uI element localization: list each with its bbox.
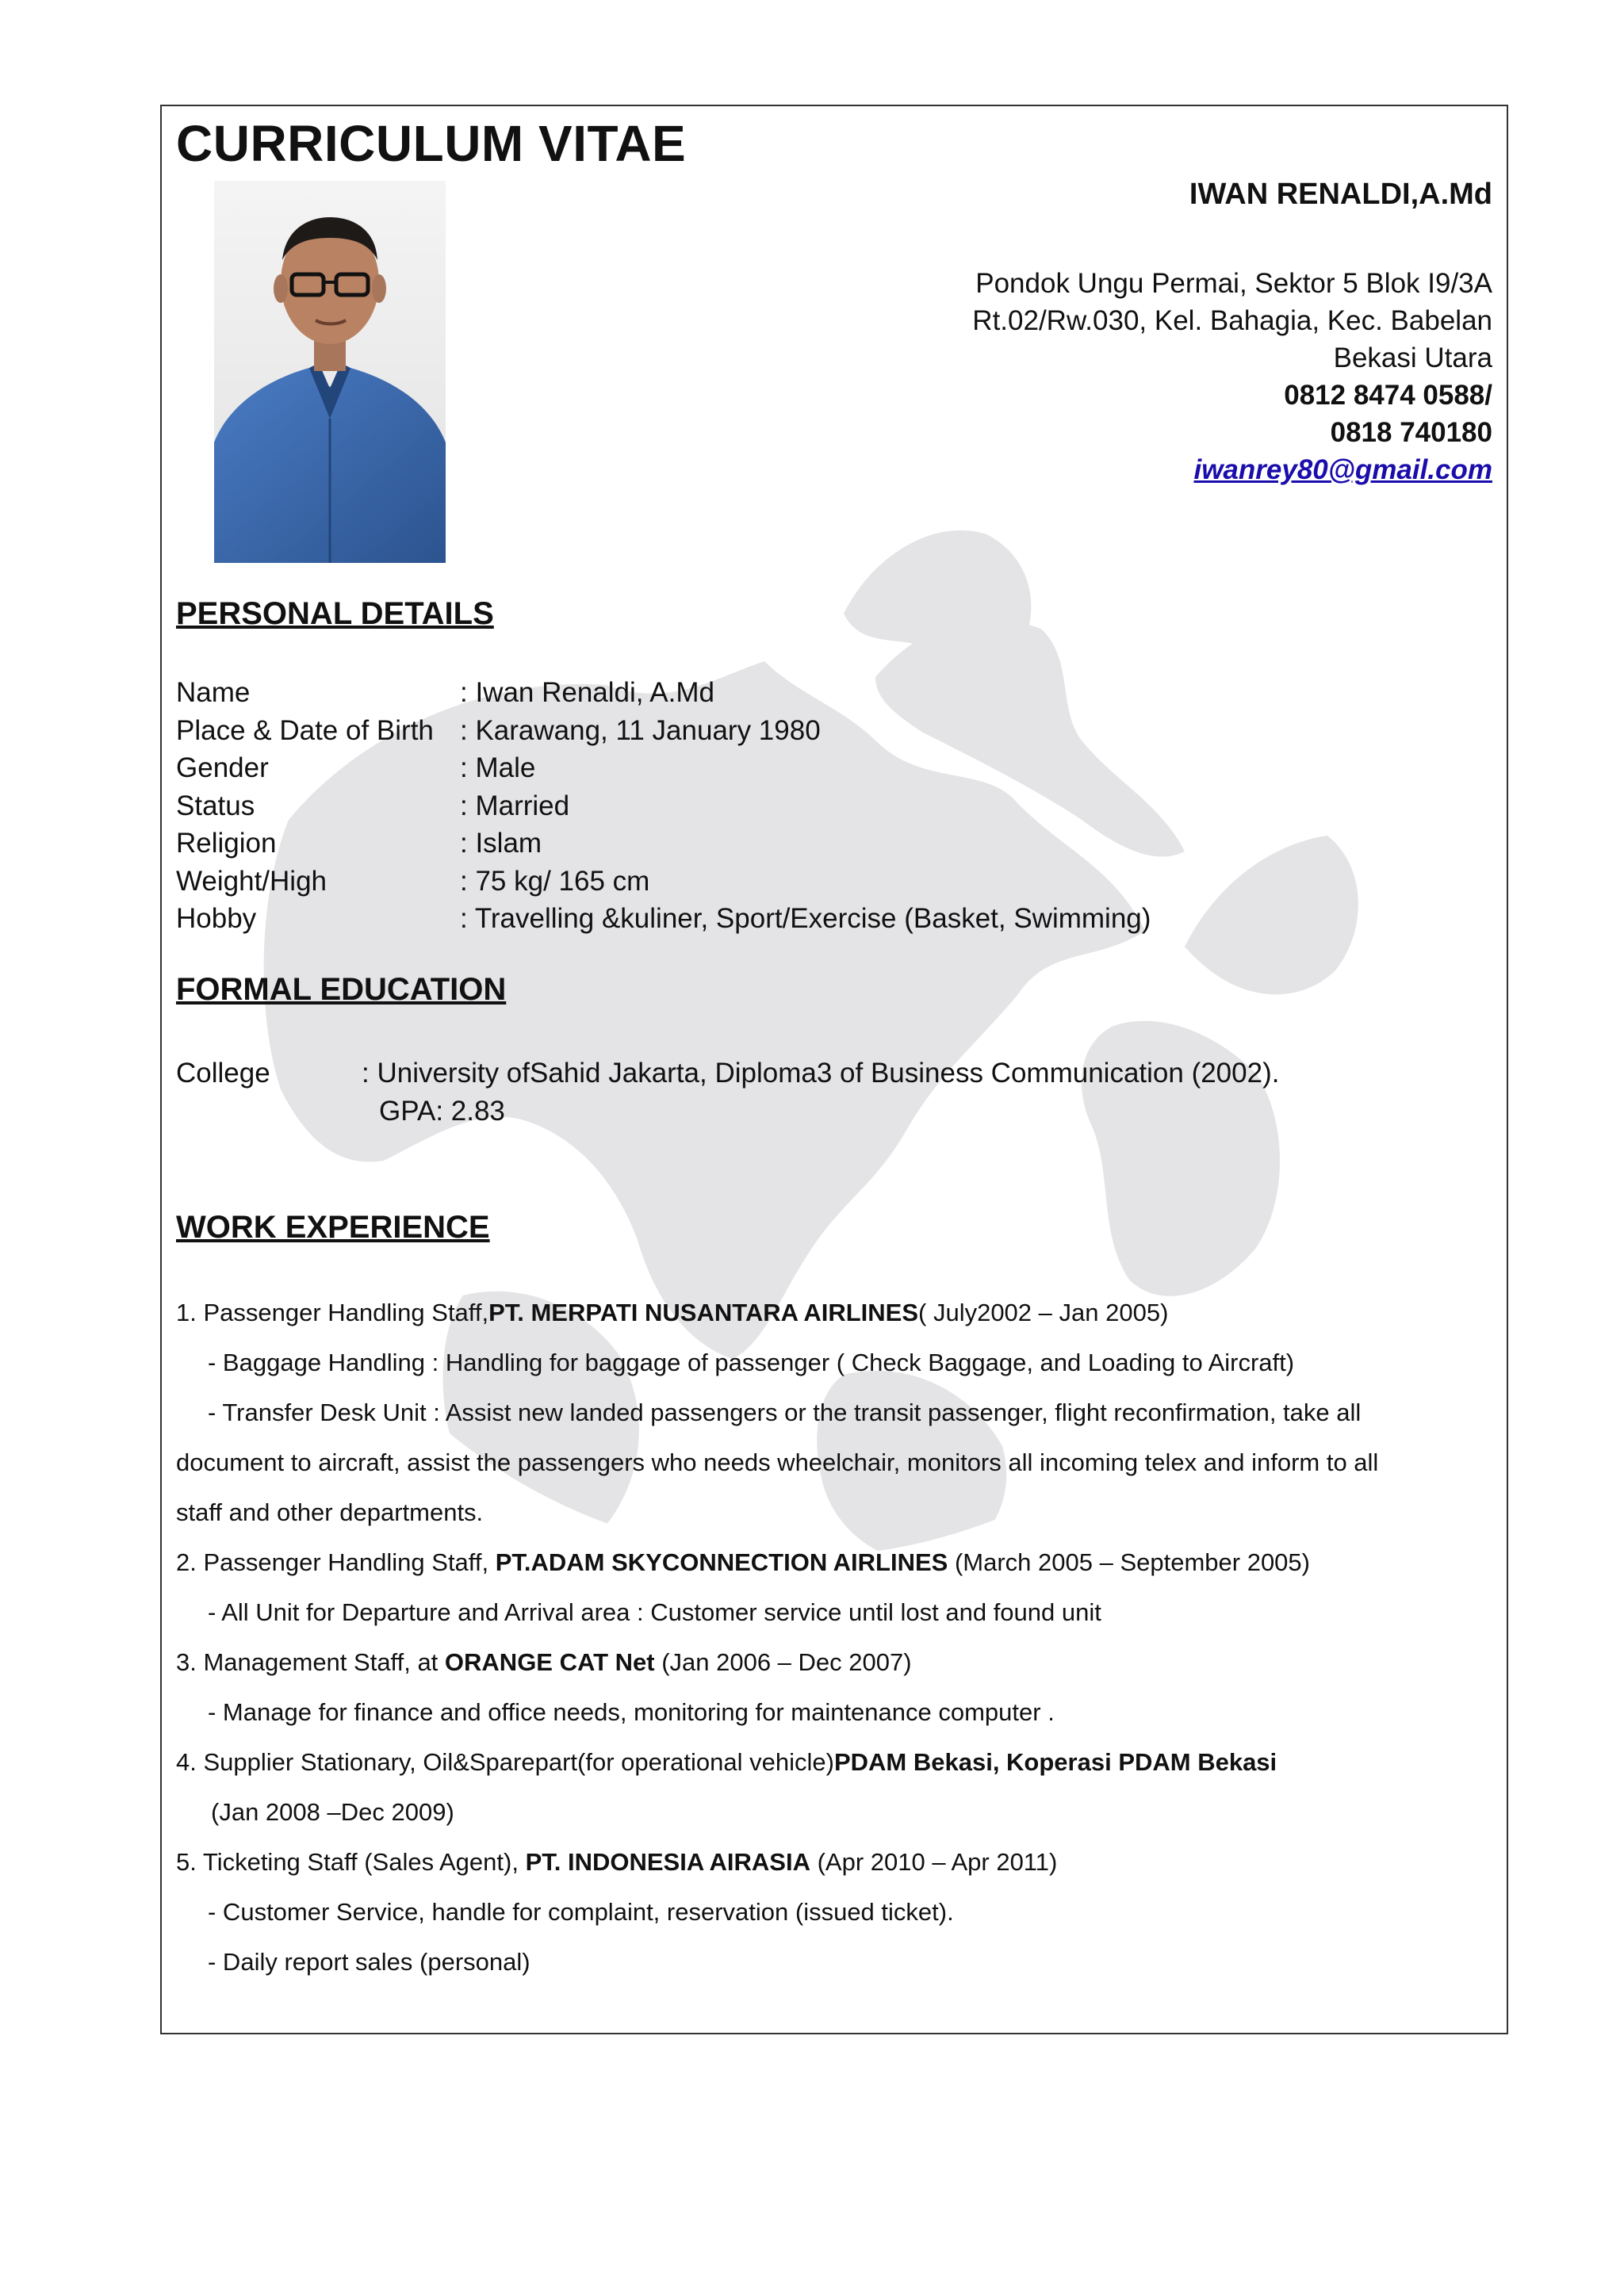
job-detail: - Daily report sales (personal) [208, 1948, 530, 1976]
job-period: (March 2005 – September 2005) [948, 1548, 1310, 1576]
job-detail: staff and other departments. [176, 1498, 484, 1526]
email-link[interactable]: iwanrey80@gmail.com [1193, 454, 1492, 485]
address-line: Pondok Ungu Permai, Sektor 5 Blok I9/3A [975, 268, 1492, 299]
job-title: 2. Passenger Handling Staff, [176, 1548, 496, 1576]
formal-education-heading: FORMAL EDUCATION [176, 972, 507, 1007]
job-item [176, 1737, 1492, 1787]
work-experience-heading: WORK EXPERIENCE [176, 1210, 490, 1245]
detail-label: Status [176, 790, 255, 821]
address-line: Bekasi Utara [1333, 342, 1492, 373]
personal-details-heading: PERSONAL DETAILS [176, 596, 494, 631]
job-item [176, 1537, 1492, 1587]
detail-row [176, 787, 1151, 825]
job-company: ORANGE CAT Net [444, 1648, 655, 1676]
job-period: (Apr 2010 – Apr 2011) [810, 1848, 1058, 1876]
education-label: College [176, 1058, 270, 1089]
work-experience-list [176, 1288, 1492, 1987]
job-title: 5. Ticketing Staff (Sales Agent), [176, 1848, 526, 1876]
job-detail: - Baggage Handling : Handling for baggage of passenger ( Check Baggage, and Loading to Aircraft) [208, 1349, 1295, 1376]
full-name: IWAN RENALDI,A.Md [1189, 178, 1492, 211]
detail-row [176, 674, 1151, 712]
detail-label: Gender [176, 752, 269, 783]
address-line: Rt.02/Rw.030, Kel. Bahagia, Kec. Babelan [972, 305, 1492, 336]
detail-label: Hobby [176, 903, 257, 934]
detail-label: Name [176, 677, 251, 708]
job-item [176, 1288, 1492, 1337]
cv-page-frame [160, 105, 1508, 2034]
job-company: PT.ADAM SKYCONNECTION AIRLINES [495, 1548, 948, 1576]
detail-row [176, 712, 1151, 750]
job-company: PT. INDONESIA AIRASIA [525, 1848, 810, 1876]
job-item [176, 1637, 1492, 1687]
detail-row [176, 863, 1151, 901]
detail-row [176, 825, 1151, 863]
phone-number: 0812 8474 0588/ [1284, 380, 1492, 411]
education-entry [176, 1054, 1279, 1131]
job-title: 3. Management Staff, at [176, 1648, 445, 1676]
detail-value: : Islam [460, 828, 542, 859]
detail-row [176, 749, 1151, 787]
document-title: CURRICULUM VITAE [176, 115, 687, 172]
detail-label: Place & Date of Birth [176, 714, 434, 746]
detail-value: : 75 kg/ 165 cm [460, 865, 650, 897]
education-value: : University ofSahid Jakarta, Diploma3 of Business Communication (2002). [362, 1058, 1280, 1089]
phone-number: 0818 740180 [1330, 417, 1492, 448]
job-period: (Jan 2008 –Dec 2009) [211, 1798, 454, 1826]
personal-details-table [176, 674, 1151, 938]
job-period: (Jan 2006 – Dec 2007) [654, 1648, 912, 1676]
detail-label: Weight/High [176, 865, 327, 897]
detail-value: : Male [460, 752, 536, 783]
detail-value: : Karawang, 11 January 1980 [460, 714, 821, 746]
job-title: 4. Supplier Stationary, Oil&Sparepart(for operational vehicle) [176, 1748, 834, 1776]
profile-photo [214, 181, 446, 563]
person-portrait-icon [214, 181, 446, 563]
detail-value: : Married [460, 790, 570, 821]
contact-block [972, 265, 1492, 488]
job-detail: - All Unit for Departure and Arrival area : Customer service until lost and found unit [208, 1598, 1101, 1626]
detail-value: : Iwan Renaldi, A.Md [460, 677, 714, 708]
job-company: PDAM Bekasi, Koperasi PDAM Bekasi [833, 1748, 1277, 1776]
detail-value: : Travelling &kuliner, Sport/Exercise (Basket, Swimming) [460, 903, 1151, 934]
job-title: 1. Passenger Handling Staff, [176, 1299, 489, 1326]
detail-row [176, 900, 1151, 938]
job-detail: document to aircraft, assist the passengers who needs wheelchair, monitors all incoming telex and inform to all [176, 1448, 1379, 1476]
education-gpa: GPA: 2.83 [379, 1096, 505, 1127]
job-item [176, 1837, 1492, 1887]
job-detail: - Customer Service, handle for complaint, reservation (issued ticket). [208, 1898, 954, 1926]
job-detail: - Manage for finance and office needs, monitoring for maintenance computer . [208, 1698, 1055, 1726]
detail-label: Religion [176, 828, 277, 859]
job-company: PT. MERPATI NUSANTARA AIRLINES [488, 1299, 919, 1326]
job-period: ( July2002 – Jan 2005) [918, 1299, 1169, 1326]
job-detail: - Transfer Desk Unit : Assist new landed passengers or the transit passenger, flight reconfirmation, take all [208, 1399, 1362, 1426]
